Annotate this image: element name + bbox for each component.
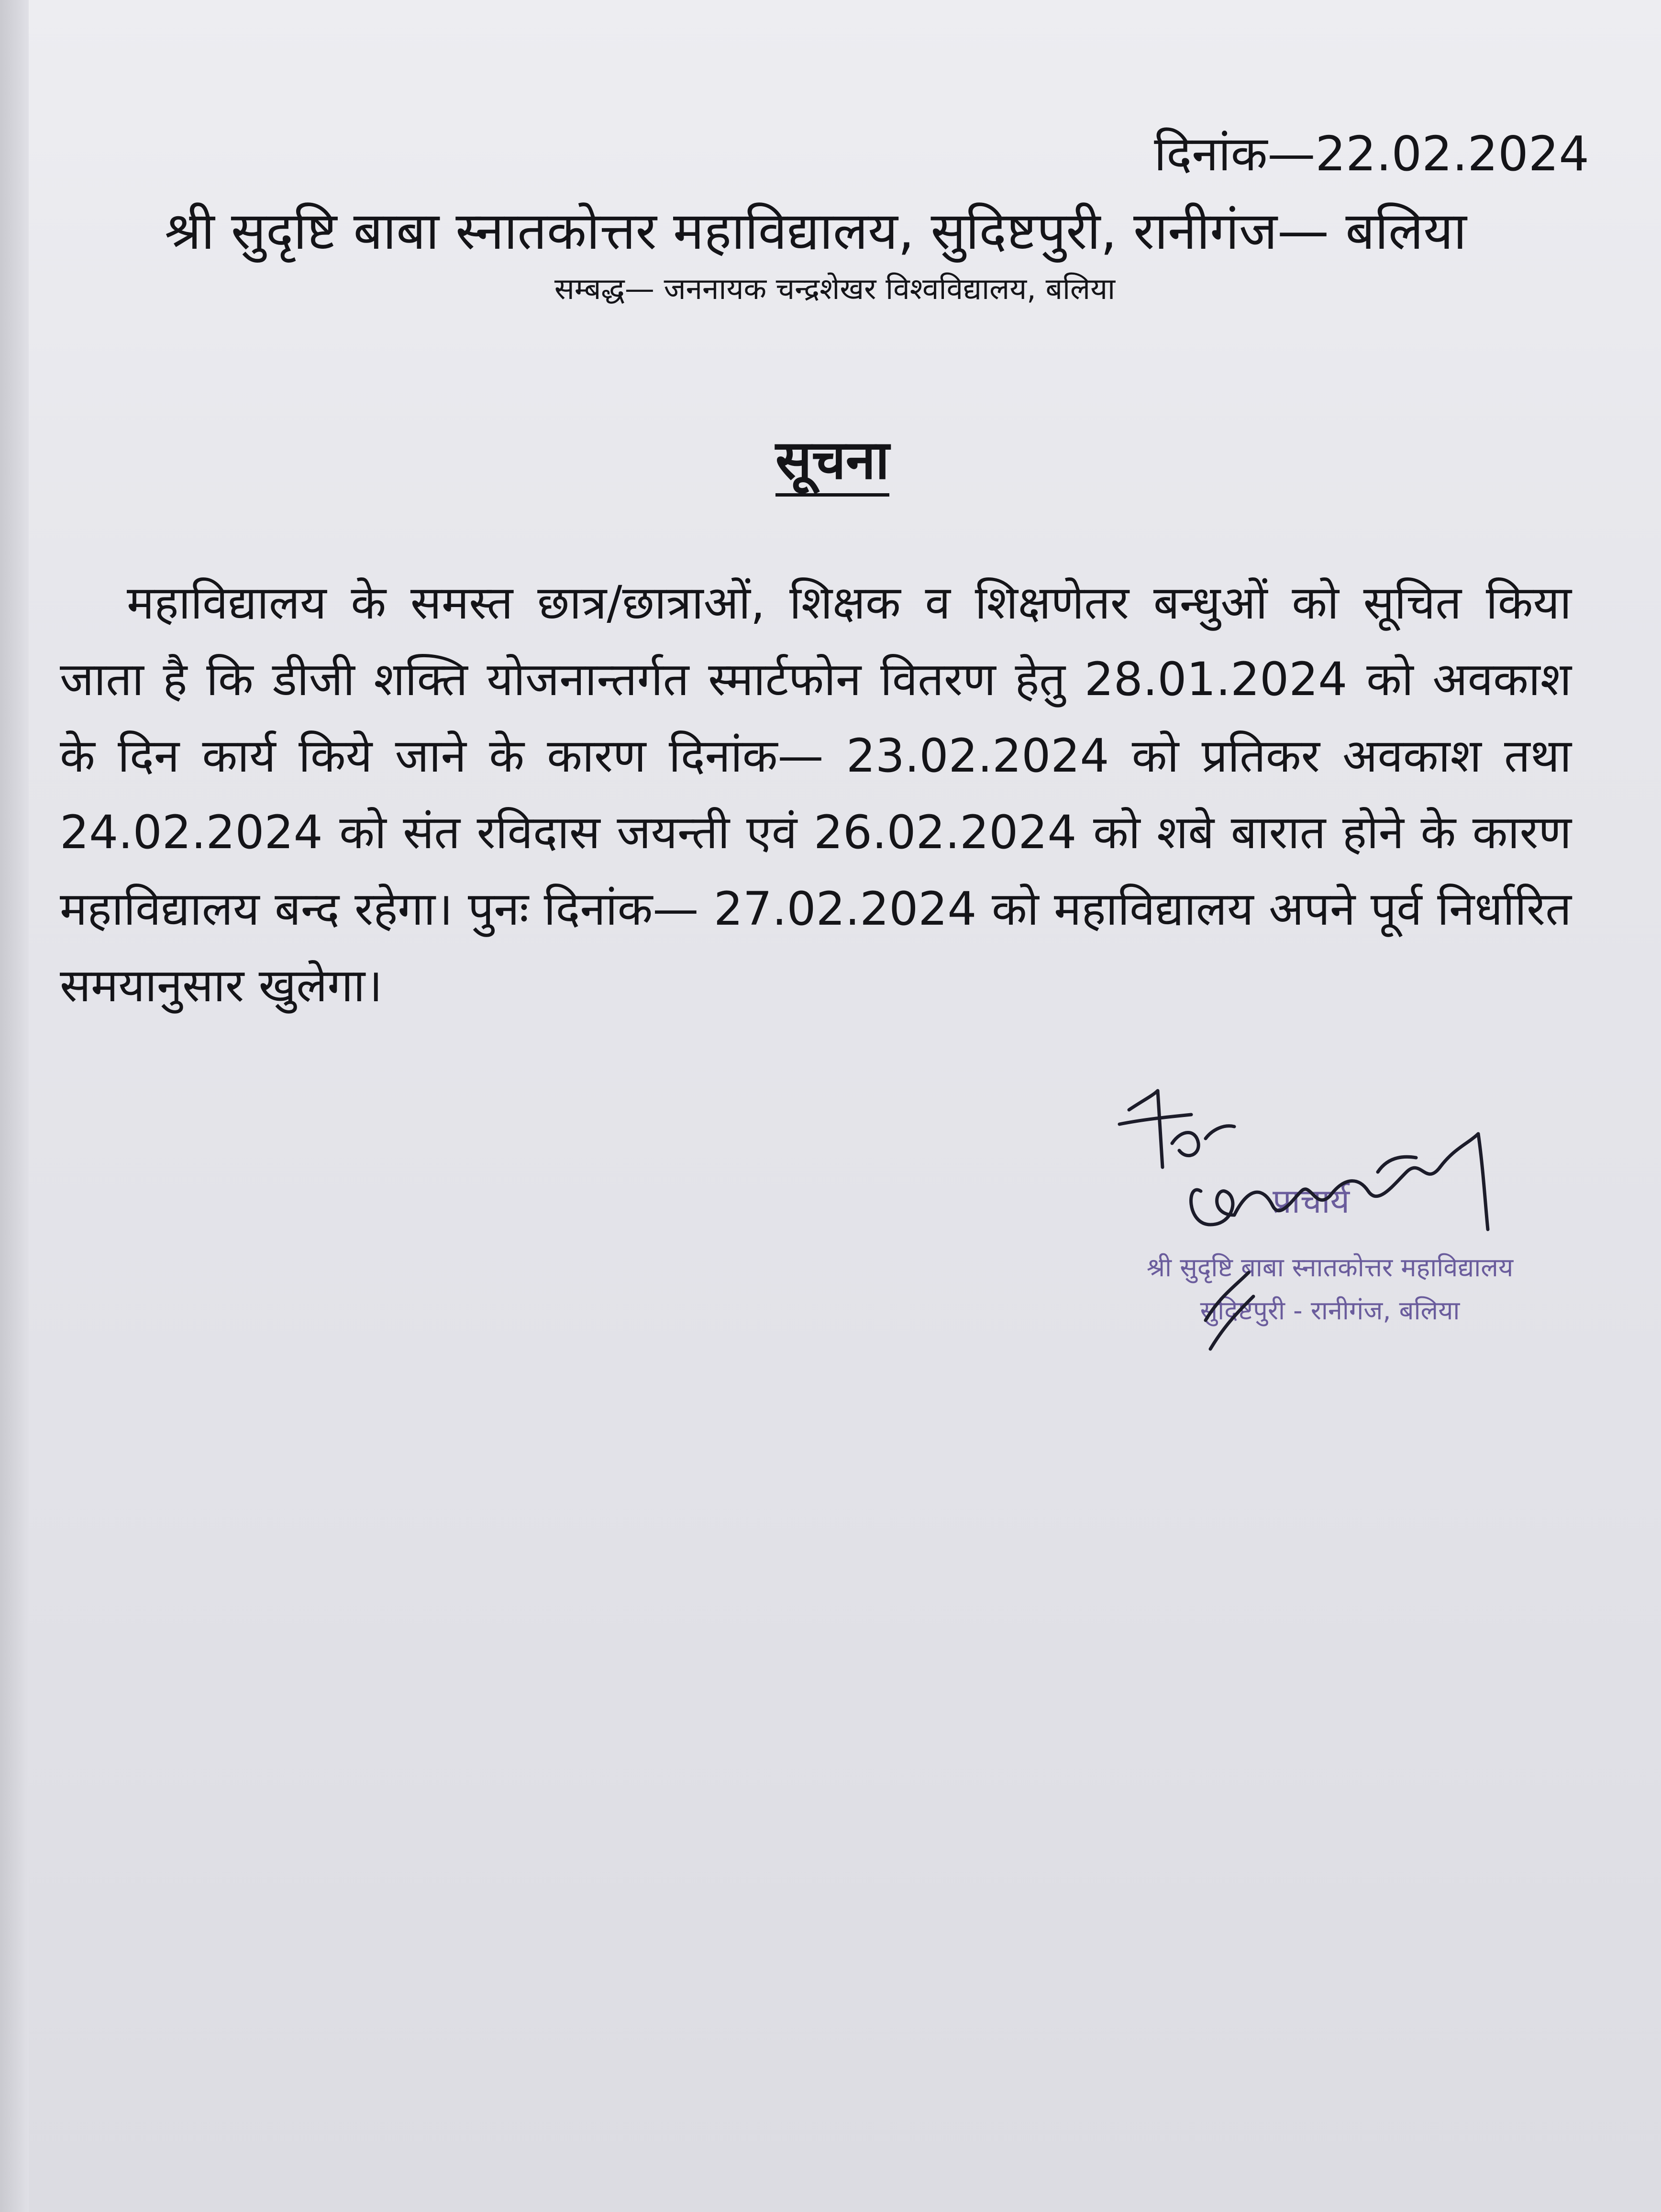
- principal-stamp: [1091, 1072, 1569, 1378]
- notice-title: [670, 421, 995, 494]
- stamp-address-line: सुदिष्टपुरी - रानीगंज, बलिया: [1200, 1295, 1460, 1326]
- affiliation-line: सम्बद्ध— जननायक चन्द्रशेखर विश्वविद्यालय, बलिया: [554, 271, 1116, 306]
- stamp-title: प्राचार्य: [1273, 1182, 1350, 1221]
- paper-edge-shadow: [0, 0, 29, 2212]
- notice-title-text: सूचना: [775, 429, 889, 497]
- stamp-college-line: श्री सुदृष्टि बाबा स्नातकोत्तर महाविद्यालय: [1146, 1252, 1514, 1283]
- college-name-heading: श्री सुदृष्टि बाबा स्नातकोत्तर महाविद्यालय, सुदिष्टपुरी, रानीगंज— बलिया: [165, 201, 1467, 261]
- handwritten-signature: [1091, 1072, 1569, 1378]
- notice-body: महाविद्यालय के समस्त छात्र/छात्राओं, शिक्षक व शिक्षणेतर बन्धुओं को सूचित किया जाता है कि डीजी शक्ति योजनान्तर्गत स्मार्टफोन वितरण हेतु 28.01.2024 को अवकाश के दिन कार्य किये जाने के कारण दिनांक— 23.02.2024 को प्रतिकर अवकाश तथा 24.02.2024 को संत रविदास जयन्ती एवं 26.02.2024 को शबे बारात होने के कारण महाविद्यालय बन्द रहेगा। पुनः दिनांक— 27.02.2024 को महाविद्यालय अपने पूर्व निर्धारित समयानुसार खुलेगा।: [60, 576, 1572, 1012]
- notice-date: दिनांक—22.02.2024: [1154, 126, 1589, 182]
